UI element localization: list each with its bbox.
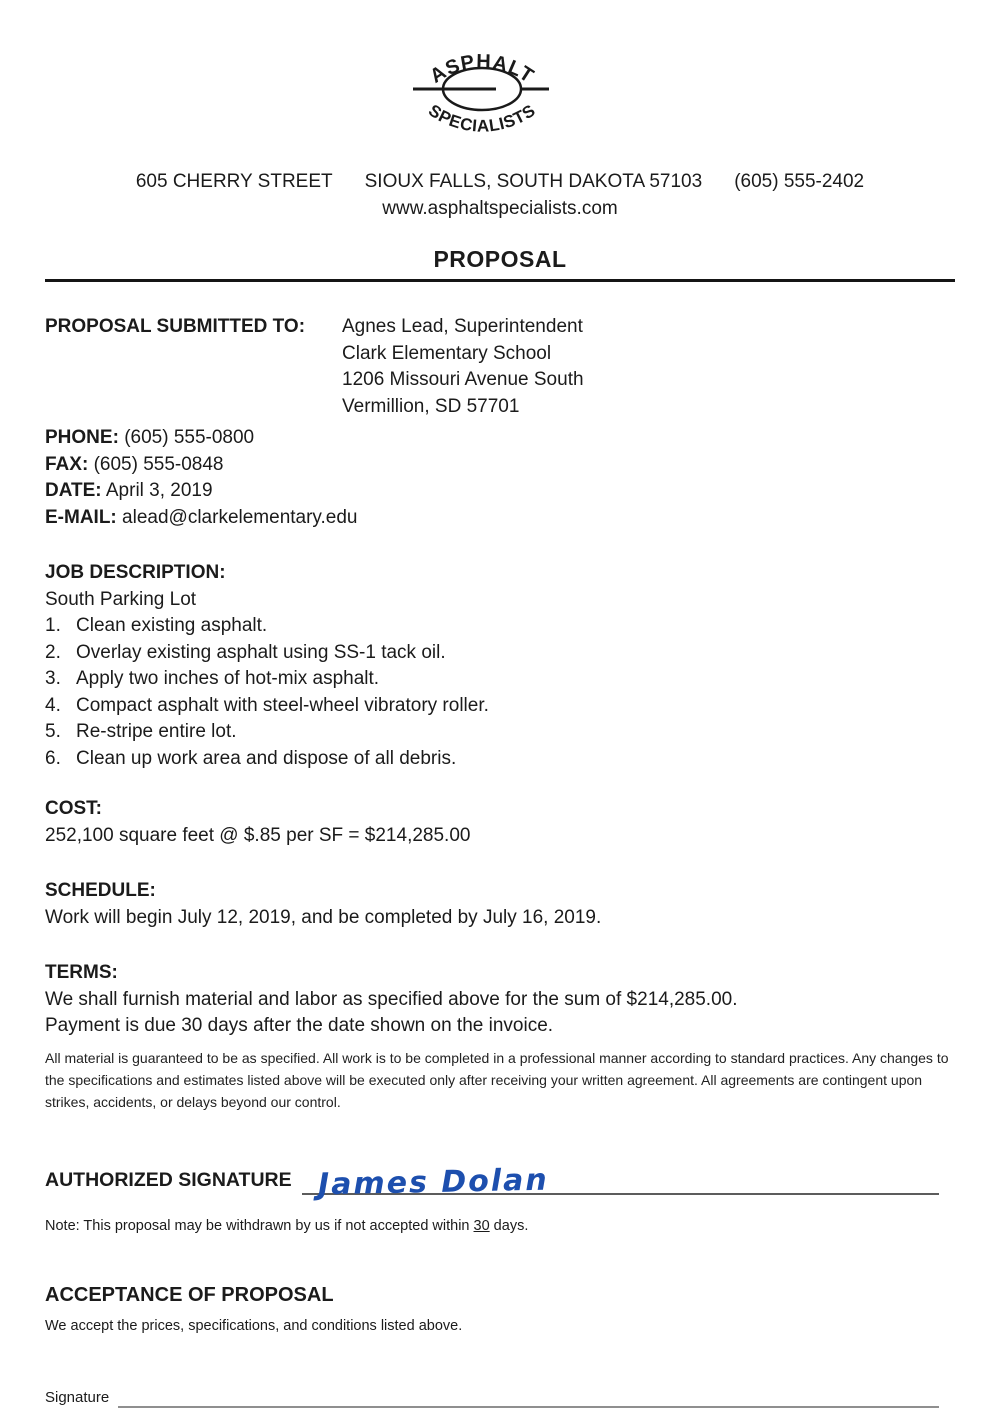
title-divider [45, 279, 955, 282]
job-description-subtitle: South Parking Lot [45, 588, 197, 610]
acceptance-heading: ACCEPTANCE OF PROPOSAL [45, 1283, 334, 1306]
email-label: E-MAIL: [45, 506, 117, 528]
logo-arc-text-bottom: SPECIALISTS [425, 100, 539, 136]
schedule-heading: SCHEDULE: [45, 880, 156, 901]
job-item-1-number: 1. [45, 615, 61, 636]
job-item-1-text: Clean existing asphalt. [76, 615, 268, 636]
terms-line-2: Payment is due 30 days after the date shown on the invoice. [45, 1015, 554, 1036]
asphalt-specialists-logo [412, 40, 552, 136]
withdrawal-note-prefix: Note: This proposal may be withdrawn by us if not accepted within [45, 1217, 474, 1234]
job-item-5 [45, 719, 955, 746]
job-description-heading: JOB DESCRIPTION: [45, 562, 226, 583]
terms-heading: TERMS: [45, 962, 118, 983]
email-row [45, 505, 955, 532]
recipient-city-state-zip: Vermillion, SD 57701 [342, 395, 520, 417]
withdrawal-note-suffix: days. [489, 1217, 529, 1234]
withdrawal-note-days: 30 [473, 1217, 490, 1234]
phone-value: (605) 555-0800 [124, 427, 255, 448]
date-label: DATE: [45, 480, 102, 501]
phone-label: PHONE: [45, 427, 119, 448]
submitted-to-block [45, 314, 955, 420]
company-website: www.asphaltspecialists.com [382, 198, 618, 219]
job-item-5-text: Re-stripe entire lot. [76, 721, 237, 742]
recipient-organization: Clark Elementary School [342, 342, 552, 364]
company-phone: (605) 555-2402 [734, 171, 865, 192]
document-title: PROPOSAL [433, 246, 567, 272]
job-item-6-number: 6. [45, 747, 61, 769]
company-address-row [45, 169, 955, 195]
fax-row [45, 452, 955, 479]
acceptance-signature-line [118, 1390, 939, 1408]
job-item-5-number: 5. [45, 721, 61, 742]
fax-label: FAX: [45, 453, 89, 475]
job-item-2 [45, 640, 955, 667]
job-item-2-number: 2. [45, 641, 61, 663]
job-item-6 [45, 746, 955, 773]
company-street: 605 CHERRY STREET [135, 171, 333, 192]
job-item-4-number: 4. [45, 694, 61, 716]
acceptance-text: We accept the prices, specifications, and conditions listed above. [45, 1317, 463, 1334]
submitted-to-label: PROPOSAL SUBMITTED TO: [45, 316, 306, 337]
recipient-name: Agnes Lead, Superintendent [342, 316, 583, 337]
authorized-signature-row [45, 1147, 955, 1202]
terms-section [45, 960, 955, 1113]
job-item-4 [45, 693, 955, 720]
terms-fine-print: All material is guaranteed to be as specified. All work is to be completed in a professional manner according to standard practices. Any changes to the specifications and estimates listed above will be executed only after receiving your written agreement. All agreements are contingent upon strikes, accidents, or delays beyond our control. [45, 1049, 949, 1110]
schedule-section [45, 878, 955, 931]
company-city-state-zip: SIOUX FALLS, SOUTH DAKOTA 57103 [364, 171, 703, 192]
date-row [45, 478, 955, 505]
authorized-signature-label: AUTHORIZED SIGNATURE [45, 1168, 292, 1191]
job-item-1 [45, 613, 955, 640]
svg-text:SPECIALISTS [425, 101, 539, 136]
job-item-3-number: 3. [45, 668, 61, 689]
fax-value: (605) 555-0848 [93, 453, 224, 475]
acceptance-signature-label: Signature [45, 1388, 110, 1406]
cost-heading: COST: [45, 798, 102, 819]
authorized-signature-line [302, 1147, 939, 1202]
logo-container [45, 40, 955, 141]
cost-section [45, 796, 955, 849]
email-value: alead@clarkelementary.edu [122, 506, 358, 528]
acceptance-signature-row [45, 1388, 955, 1408]
date-value: April 3, 2019 [105, 480, 213, 501]
submitted-to-address [342, 314, 584, 420]
svg-text:ASPHALT [426, 51, 538, 88]
terms-line-1: We shall furnish material and labor as specified above for the sum of $214,285.00. [45, 988, 738, 1010]
schedule-text: Work will begin July 12, 2019, and be completed by July 16, 2019. [45, 906, 602, 928]
job-item-6-text: Clean up work area and dispose of all debris. [76, 747, 457, 769]
withdrawal-note [45, 1216, 955, 1236]
contact-block [45, 425, 955, 531]
job-item-2-text: Overlay existing asphalt using SS-1 tack oil. [76, 641, 446, 663]
job-item-3 [45, 666, 955, 693]
job-description-section [45, 560, 955, 772]
phone-row [45, 425, 955, 452]
cost-text: 252,100 square feet @ $.85 per SF = $214,285.00 [45, 824, 471, 846]
job-item-4-text: Compact asphalt with steel-wheel vibratory roller. [76, 694, 489, 716]
recipient-street: 1206 Missouri Avenue South [342, 369, 584, 390]
job-item-3-text: Apply two inches of hot-mix asphalt. [76, 668, 380, 689]
logo-arc-text-top: ASPHALT [426, 50, 538, 88]
handwritten-signature: James Dolan [317, 1162, 549, 1202]
